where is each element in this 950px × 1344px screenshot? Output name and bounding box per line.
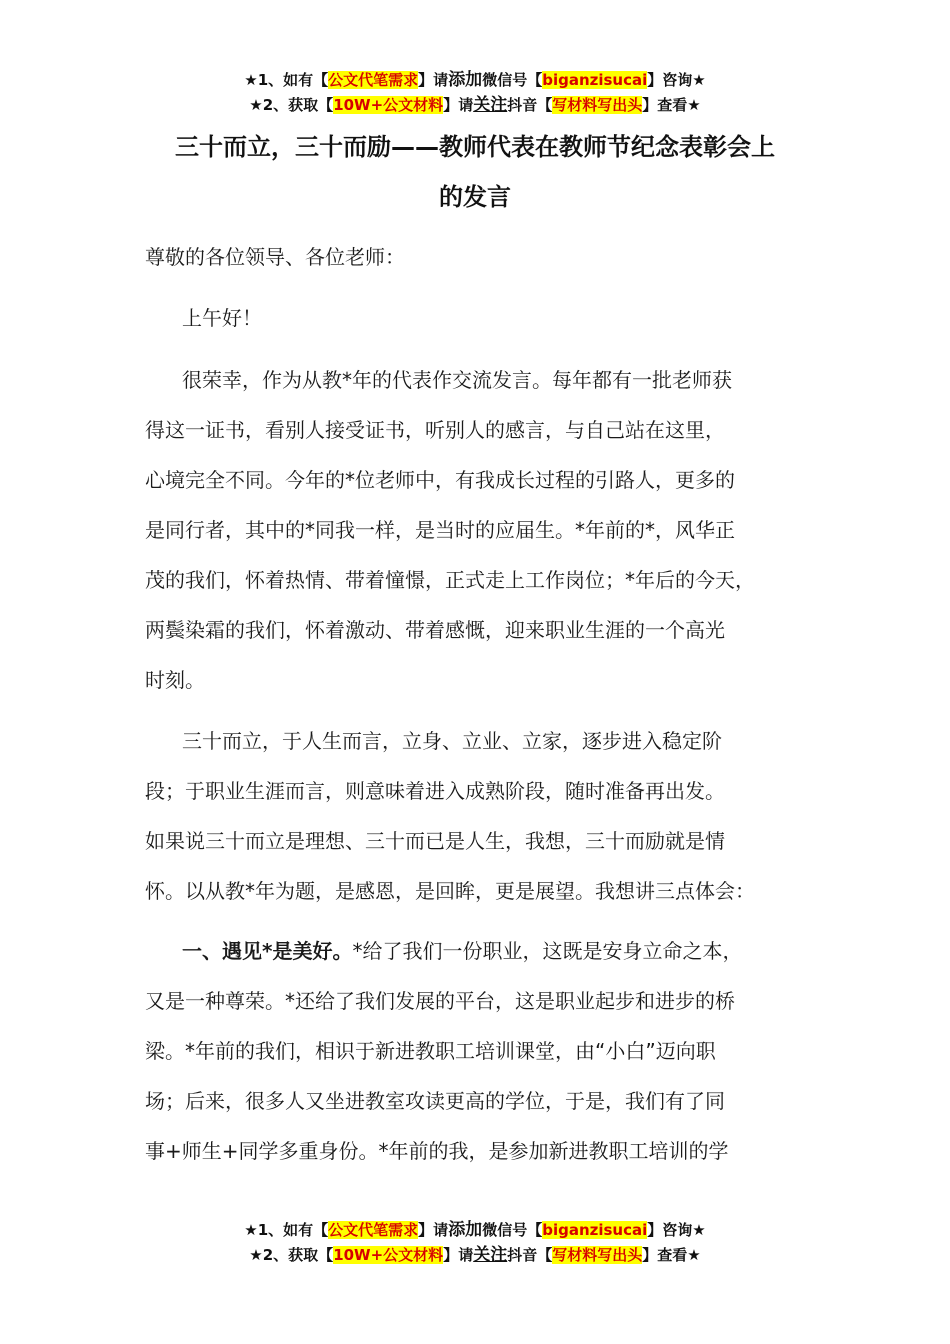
paragraph-line: 怀。以从教*年为题，是感恩，是回眸，更是展望。我想讲三点体会：: [145, 879, 755, 903]
banner-text: ★2、获取【: [249, 96, 334, 114]
banner-text: 抖音【: [507, 96, 553, 114]
banner-text: 微信号【: [482, 71, 543, 89]
paragraph-line: 梁。*年前的我们，相识于新进教职工培训课堂，由“小白”迈向职: [145, 1039, 716, 1063]
banner-text: 】请: [418, 1221, 449, 1239]
paragraph-text: *给了我们一份职业，这既是安身立命之本，: [352, 939, 743, 963]
banner-line-1: [0, 68, 950, 93]
douyin-id-highlight: 写材料写出头: [552, 96, 643, 114]
paragraph-line: 场；后来，很多人又坐进教室攻读更高的学位，于是，我们有了同: [145, 1089, 725, 1113]
paragraph-3: [145, 926, 835, 1176]
banner-highlight: 10W+公文材料: [333, 96, 444, 114]
banner-highlight: 公文代笔需求: [328, 71, 419, 89]
paragraph-line: [145, 926, 835, 976]
banner-emphasis: 添加: [448, 70, 483, 90]
banner-text: 】查看★: [642, 96, 701, 114]
banner-text: 】咨询★: [647, 71, 706, 89]
banner-text: 微信号【: [482, 1221, 543, 1239]
paragraph-line: 茂的我们，怀着热情、带着憧憬，正式走上工作岗位；*年后的今天，: [145, 568, 755, 592]
banner-emphasis: 关注: [473, 95, 508, 115]
banner-text: 】请: [443, 1246, 474, 1264]
banner-highlight: 公文代笔需求: [328, 1221, 419, 1239]
douyin-id-highlight: 写材料写出头: [552, 1246, 643, 1264]
banner-highlight: 10W+公文材料: [333, 1246, 444, 1264]
banner-text: 抖音【: [507, 1246, 553, 1264]
paragraph-2: [145, 716, 835, 916]
paragraph-line: 时刻。: [145, 668, 205, 692]
document-title: [0, 122, 950, 222]
paragraph-line: 如果说三十而立是理想、三十而已是人生，我想，三十而励就是情: [145, 829, 725, 853]
paragraph-line: 又是一种尊荣。*还给了我们发展的平台，这是职业起步和进步的桥: [145, 989, 735, 1013]
banner-text: ★1、如有【: [244, 71, 329, 89]
title-line-1: 三十而立，三十而励——教师代表在教师节纪念表彰会上: [175, 133, 775, 161]
paragraph-line: 心境完全不同。今年的*位老师中，有我成长过程的引路人，更多的: [145, 468, 735, 492]
banner-line-2: [0, 93, 950, 118]
paragraph-1: [145, 355, 835, 705]
banner-text: 】咨询★: [647, 1221, 706, 1239]
banner-line-1: [0, 1218, 950, 1243]
title-line-2: 的发言: [439, 183, 511, 211]
banner-line-2: [0, 1243, 950, 1268]
header-banner: [0, 68, 950, 118]
salutation: 尊敬的各位领导、各位老师：: [145, 245, 405, 269]
banner-text: 】请: [418, 71, 449, 89]
paragraph-line: 是同行者，其中的*同我一样，是当时的应届生。*年前的*，风华正: [145, 518, 735, 542]
paragraph-line: 两鬓染霜的我们，怀着激动、带着感慨，迎来职业生涯的一个高光: [145, 618, 725, 642]
wechat-id-highlight: biganzisucai: [542, 71, 648, 89]
banner-text: ★2、获取【: [249, 1246, 334, 1264]
paragraph-line: 很荣幸，作为从教*年的代表作交流发言。每年都有一批老师获: [182, 368, 732, 392]
footer-banner: [0, 1218, 950, 1268]
banner-text: 】查看★: [642, 1246, 701, 1264]
paragraph-line: 段；于职业生涯而言，则意味着进入成熟阶段，随时准备再出发。: [145, 779, 725, 803]
banner-emphasis: 添加: [448, 1220, 483, 1240]
opening-paragraph: [145, 293, 835, 343]
wechat-id-highlight: biganzisucai: [542, 1221, 648, 1239]
opening-line: 上午好！: [182, 306, 262, 330]
banner-text: 】请: [443, 96, 474, 114]
paragraph-line: 事+师生+同学多重身份。*年前的我，是参加新进教职工培训的学: [145, 1139, 729, 1163]
paragraph-line: 得这一证书，看别人接受证书，听别人的感言，与自己站在这里，: [145, 418, 725, 442]
banner-text: ★1、如有【: [244, 1221, 329, 1239]
paragraph-line: 三十而立，于人生而言，立身、立业、立家，逐步进入稳定阶: [182, 729, 722, 753]
banner-emphasis: 关注: [473, 1245, 508, 1265]
section-heading: 一、遇见*是美好。: [182, 939, 353, 963]
